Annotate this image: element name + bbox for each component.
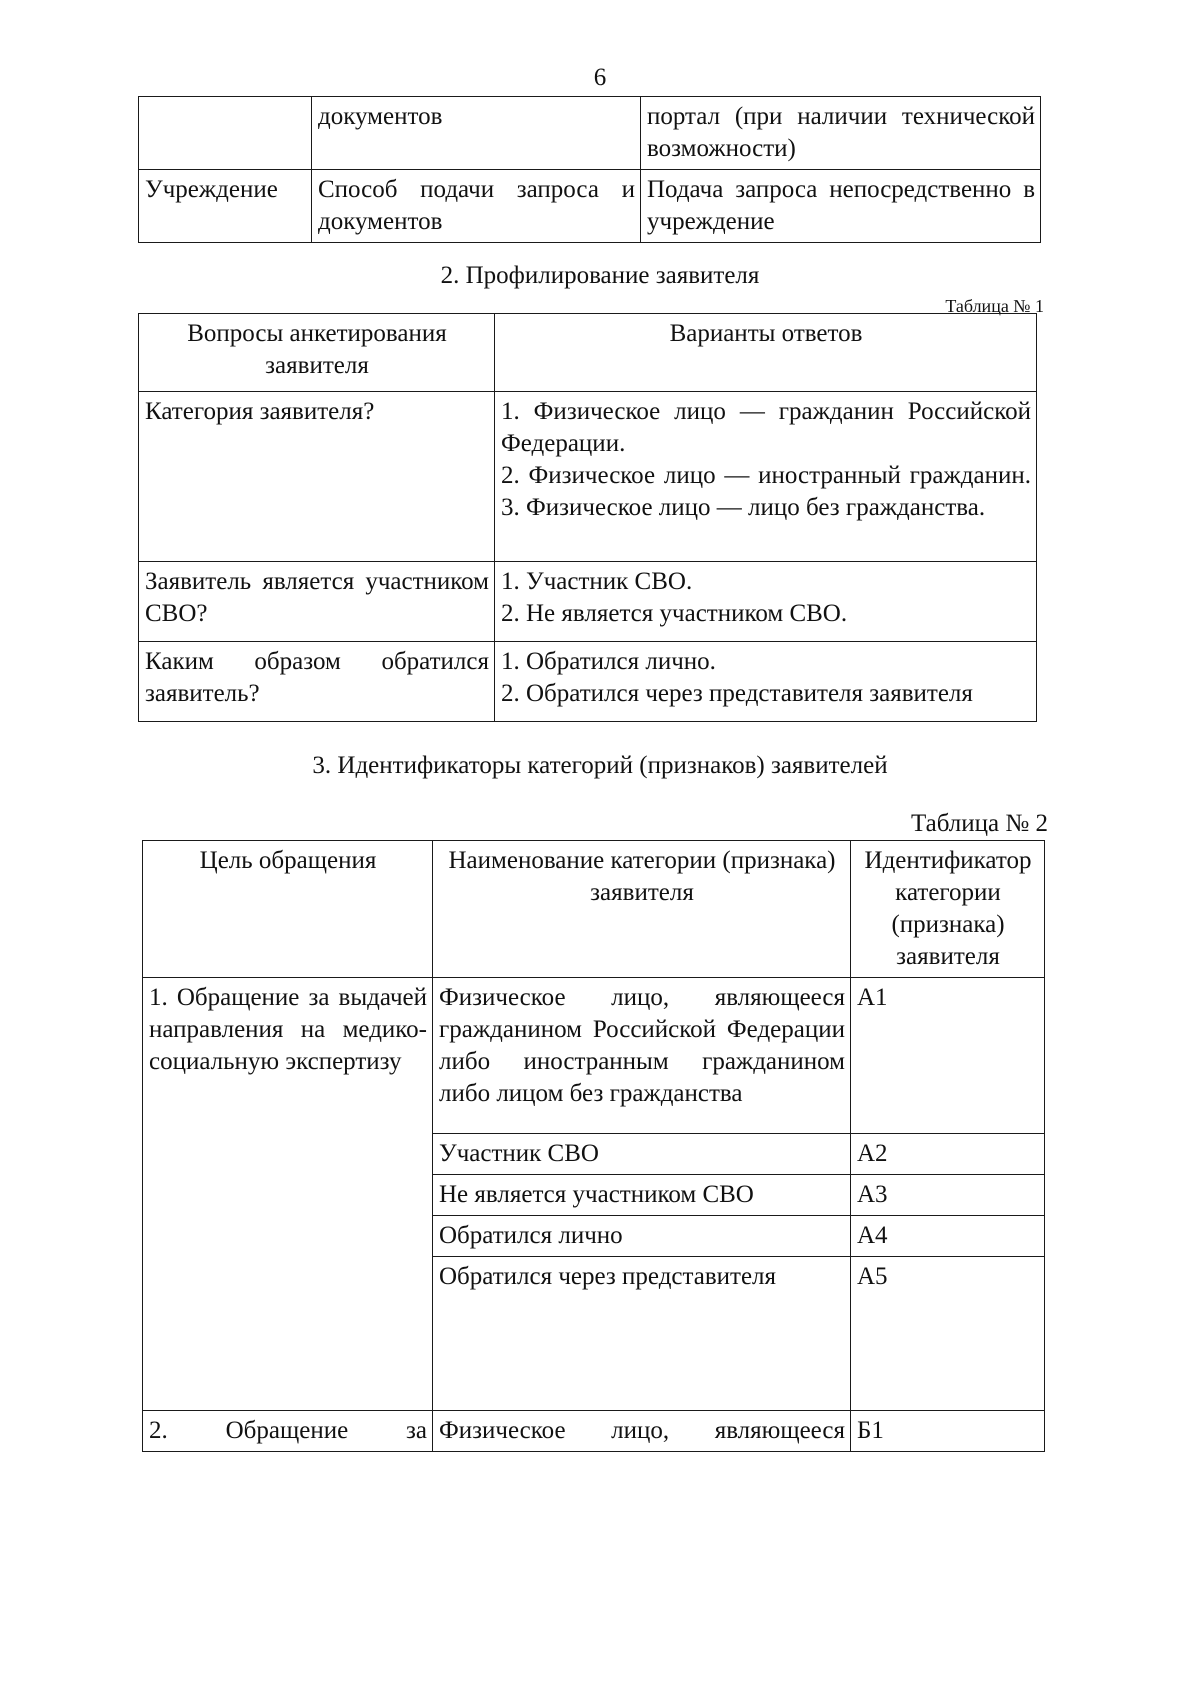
answer-item: 1. Участник СВО. <box>501 568 693 595</box>
table-label: Таблица № 2 <box>910 810 1048 837</box>
answers-cell <box>495 392 1037 562</box>
purpose-cell: 2. Обращение за <box>143 1411 433 1452</box>
question-cell: Заявитель является участником СВО? <box>139 562 495 642</box>
table-row <box>139 562 1037 642</box>
table-row <box>139 97 1041 170</box>
answers-cell <box>495 642 1037 722</box>
table-cell: Учреждение <box>139 170 312 243</box>
answer-item: 1. Физическое лицо — гражданин Российской Федерации. <box>501 398 1031 457</box>
answer-item: 2. Обратился через представителя заявителя <box>501 680 973 707</box>
answers-cell <box>495 562 1037 642</box>
table-cell: Подача запроса непосредственно в учреждение <box>641 170 1041 243</box>
identifier-cell: А4 <box>851 1216 1045 1257</box>
column-header: Варианты ответов <box>495 314 1037 392</box>
category-name-cell: Обратился лично <box>433 1216 851 1257</box>
profiling-table <box>138 313 1037 722</box>
section-title: 2. Профилирование заявителя <box>440 262 760 289</box>
column-header: Наименование категории (признака) заявителя <box>433 841 851 978</box>
identifiers-table <box>142 840 1045 1452</box>
column-header: Вопросы анкетирования заявителя <box>139 314 495 392</box>
question-cell: Категория заявителя? <box>139 392 495 562</box>
identifier-cell: А5 <box>851 1257 1045 1411</box>
page-number: 6 <box>593 64 607 91</box>
table-header-row <box>139 314 1037 392</box>
table-row <box>143 1411 1045 1452</box>
category-name-cell: Физическое лицо, являющееся гражданином Российской Федерации либо иностранным гражданином либо лицом без гражданства <box>433 978 851 1134</box>
table-row <box>139 642 1037 722</box>
answer-item: 3. Физическое лицо — лицо без гражданства. <box>501 494 986 521</box>
table-cell: Способ подачи запроса и документов <box>312 170 641 243</box>
table-cell: документов <box>312 97 641 170</box>
identifier-cell: А3 <box>851 1175 1045 1216</box>
purpose-cell: 1. Обращение за выдачей направления на медико-социальную экспертизу <box>143 978 433 1411</box>
answer-item: 2. Физическое лицо — иностранный гражданин. <box>501 462 1031 489</box>
table-row <box>143 978 1045 1134</box>
section-title: 3. Идентификаторы категорий (признаков) заявителей <box>312 752 888 779</box>
category-name-cell: Обратился через представителя <box>433 1257 851 1411</box>
table-label: Таблица № 1 <box>945 296 1044 316</box>
answer-item: 2. Не является участником СВО. <box>501 600 848 627</box>
question-cell: Каким образом обратился заявитель? <box>139 642 495 722</box>
identifier-cell: А2 <box>851 1134 1045 1175</box>
top-table <box>138 96 1041 243</box>
identifier-cell: А1 <box>851 978 1045 1134</box>
table-cell: портал (при наличии технической возможности) <box>641 97 1041 170</box>
column-header: Идентификатор категории (признака) заявителя <box>851 841 1045 978</box>
table-row <box>139 392 1037 562</box>
category-name-cell: Не является участником СВО <box>433 1175 851 1216</box>
category-name-cell: Участник СВО <box>433 1134 851 1175</box>
table-cell <box>139 97 312 170</box>
column-header: Цель обращения <box>143 841 433 978</box>
table-row <box>139 170 1041 243</box>
answer-item: 1. Обратился лично. <box>501 648 716 675</box>
identifier-cell: Б1 <box>851 1411 1045 1452</box>
table-header-row <box>143 841 1045 978</box>
category-name-cell: Физическое лицо, являющееся <box>433 1411 851 1452</box>
